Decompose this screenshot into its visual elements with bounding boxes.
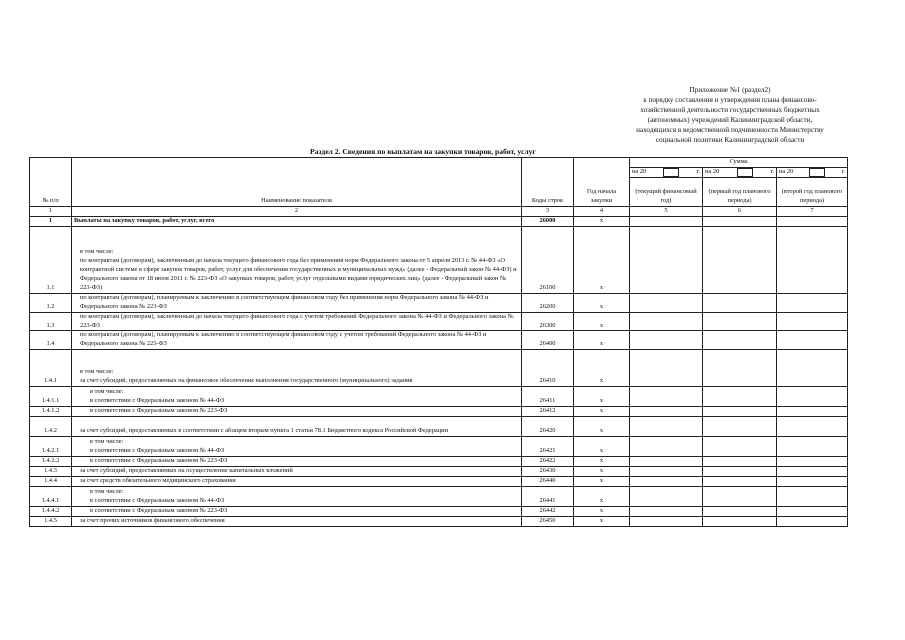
- table-row: [30, 407, 848, 417]
- colnum: 5: [630, 207, 703, 217]
- row-sum-second: [777, 486, 848, 506]
- row-sum-second: [777, 216, 848, 226]
- row-num: 1.4.1.2: [30, 407, 72, 417]
- row-name: [72, 407, 522, 417]
- row-name: [72, 226, 522, 293]
- row-name-line: в соответствии с Федеральным законом № 223-ФЗ: [90, 506, 228, 514]
- row-num: 1.4.1: [30, 350, 72, 387]
- row-code: 26410: [522, 350, 574, 387]
- row-name-line: по контрактам (договорам), заключенным до начала текущего финансового года без применения норм Федерального закона от 5 апреля 2013 г. № 44-ФЗ «О контрактной системе в сфере закупок товаров, работ, услуг для обеспечения государственных и муниципальных нужд» (далее - Федеральный закон № 44-ФЗ) и Федерального закона от 18 июля 2011 г. № 223-ФЗ «О закупках товаров, работ, услуг отдельными видами юридических лиц» (далее - Федеральный закон № 223-ФЗ): [80, 257, 517, 291]
- header-year: Год начала закупки: [574, 158, 630, 207]
- table-row: [30, 486, 848, 506]
- row-sum-first: [703, 387, 777, 407]
- row-sum-first: [703, 312, 777, 331]
- row-num: 1.4.2.2: [30, 457, 72, 467]
- row-name-line: в соответствии с Федеральным законом № 44-ФЗ: [90, 447, 225, 455]
- row-code: 26450: [522, 516, 574, 526]
- row-year: x: [574, 331, 630, 350]
- row-name-line: в соответствии с Федеральным законом № 44-ФЗ: [90, 397, 225, 405]
- row-name: [72, 417, 522, 437]
- row-sum-second: [777, 457, 848, 467]
- row-name-line: в соответствии с Федеральным законом № 44-ФЗ: [90, 496, 225, 504]
- header-name: Наименование показателя: [72, 158, 522, 207]
- row-name: [72, 476, 522, 486]
- colnum: 3: [522, 207, 574, 217]
- row-sum-second: [777, 331, 848, 350]
- row-name-line: в соответствии с Федеральным законом № 223-ФЗ: [90, 457, 228, 465]
- row-num: 1.4.5: [30, 516, 72, 526]
- row-year: x: [574, 407, 630, 417]
- colnum: 2: [72, 207, 522, 217]
- header-col6-note: (первый год планового периода): [703, 178, 777, 207]
- row-sum-current: [630, 417, 703, 437]
- row-sum-second: [777, 437, 848, 457]
- row-year: x: [574, 516, 630, 526]
- row-sum-first: [703, 486, 777, 506]
- row-num: 1: [30, 216, 72, 226]
- row-year: x: [574, 226, 630, 293]
- row-sum-first: [703, 407, 777, 417]
- appendix-line: к порядку составления и утверждения плана финансово-: [643, 95, 817, 104]
- row-sum-first: [703, 331, 777, 350]
- row-sum-second: [777, 506, 848, 516]
- table-row: [30, 226, 848, 293]
- row-code: 26300: [522, 312, 574, 331]
- row-code: 26100: [522, 226, 574, 293]
- row-year: x: [574, 350, 630, 387]
- header-col5-note: (текущий финансовый год): [630, 178, 703, 207]
- row-num: 1.4.4.2: [30, 506, 72, 516]
- row-sum-current: [630, 467, 703, 477]
- row-name: [72, 486, 522, 506]
- header-codes: Коды строк: [522, 158, 574, 207]
- table-row: [30, 216, 848, 226]
- table-row: [30, 312, 848, 331]
- row-name-line: в том числе:: [80, 248, 114, 256]
- row-name-line: за счет субсидий, предоставляемых на финансовое обеспечение выполнения государственного (муниципального) задания: [80, 377, 413, 385]
- section-title: Раздел 2. Сведения по выплатам на закупки товаров, работ, услуг: [310, 147, 536, 156]
- row-name: [72, 437, 522, 457]
- header-col6-year: на 20 г.: [703, 168, 777, 178]
- row-sum-current: [630, 516, 703, 526]
- table-row: [30, 293, 848, 312]
- row-sum-first: [703, 417, 777, 437]
- row-year: x: [574, 467, 630, 477]
- row-year: x: [574, 476, 630, 486]
- table-row: [30, 331, 848, 350]
- appendix-line: Приложение №1 (раздел2): [689, 86, 771, 94]
- row-sum-current: [630, 506, 703, 516]
- header-col5-year: на 20 г.: [630, 168, 703, 178]
- row-num: 1.4.3: [30, 467, 72, 477]
- row-sum-current: [630, 437, 703, 457]
- row-year: x: [574, 506, 630, 516]
- row-num: 1.4.1.1: [30, 387, 72, 407]
- row-name-line: в том числе:: [90, 438, 124, 446]
- row-sum-current: [630, 476, 703, 486]
- table-row: [30, 437, 848, 457]
- row-year: x: [574, 216, 630, 226]
- row-name: [72, 312, 522, 331]
- appendix-line: (автономных) учреждений Калининградской области,: [647, 115, 813, 124]
- appendix-note: [560, 86, 900, 145]
- row-num: 1.4.2.1: [30, 437, 72, 457]
- row-name-line: за счет средств обязательного медицинского страхования: [80, 476, 236, 484]
- row-sum-current: [630, 387, 703, 407]
- purchases-table: [29, 157, 848, 527]
- row-name: [72, 350, 522, 387]
- row-sum-second: [777, 467, 848, 477]
- row-code: 26440: [522, 476, 574, 486]
- header-sum: Сумма: [630, 158, 848, 168]
- table-row: [30, 467, 848, 477]
- row-name: [72, 216, 522, 226]
- row-name-line: по контрактам (договорам), планируемым к заключению в соответствующем финансовом году без применения норм Федерального закона № 44-ФЗ и Федерального закона № 223-ФЗ: [80, 293, 489, 310]
- row-name: [72, 293, 522, 312]
- row-code: 26441: [522, 486, 574, 506]
- header-col7-year: на 20 г.: [777, 168, 848, 178]
- row-sum-second: [777, 350, 848, 387]
- row-sum-first: [703, 226, 777, 293]
- row-sum-second: [777, 476, 848, 486]
- row-sum-current: [630, 407, 703, 417]
- table-row: [30, 387, 848, 407]
- row-sum-current: [630, 293, 703, 312]
- row-sum-second: [777, 516, 848, 526]
- appendix-line: хозяйственной деятельности государственных бюджетных: [640, 105, 820, 114]
- row-sum-first: [703, 506, 777, 516]
- row-num: 1.4.4.1: [30, 486, 72, 506]
- colnum: 6: [703, 207, 777, 217]
- row-code: 26430: [522, 467, 574, 477]
- row-num: 1.4.4: [30, 476, 72, 486]
- row-num: 1.4: [30, 331, 72, 350]
- row-sum-second: [777, 312, 848, 331]
- row-code: 26442: [522, 506, 574, 516]
- table-row: [30, 417, 848, 437]
- row-year: x: [574, 486, 630, 506]
- row-name: [72, 506, 522, 516]
- row-name-line: по контрактам (договорам), планируемым к заключению в соответствующем финансовом году с учетом требований Федерального закона № 44-ФЗ и Федерального закона № 223-ФЗ: [80, 331, 487, 348]
- header-num: № п/п: [30, 158, 72, 207]
- row-sum-current: [630, 350, 703, 387]
- table-row: [30, 476, 848, 486]
- row-name-line: по контрактам (договорам), заключенным до начала текущего финансового года с учетом требований Федерального закона № 44-ФЗ и Федерального закона № 223-ФЗ: [80, 312, 514, 329]
- row-code: 26412: [522, 407, 574, 417]
- row-sum-current: [630, 331, 703, 350]
- table-row: [30, 457, 848, 467]
- row-name-line: в том числе:: [80, 368, 114, 376]
- row-sum-current: [630, 312, 703, 331]
- row-sum-first: [703, 457, 777, 467]
- row-name-line: в соответствии с Федеральным законом № 223-ФЗ: [90, 407, 228, 415]
- row-name-line: за счет субсидий, предоставляемых в соответствии с абзацем вторым пункта 1 статьи 78.1 Бюджетного кодекса Российской Федерации: [80, 427, 448, 435]
- colnum: 4: [574, 207, 630, 217]
- row-code: 26411: [522, 387, 574, 407]
- row-code: 26422: [522, 457, 574, 467]
- row-num: 1.4.2: [30, 417, 72, 437]
- appendix-line: находящихся в ведомственной подчиненности Министерству: [636, 125, 824, 134]
- appendix-line: социальной политики Калининградской области: [655, 135, 805, 144]
- row-sum-first: [703, 216, 777, 226]
- row-code: 26000: [522, 216, 574, 226]
- row-code: 26421: [522, 437, 574, 457]
- row-year: x: [574, 312, 630, 331]
- row-name: [72, 387, 522, 407]
- row-sum-current: [630, 486, 703, 506]
- colnum: 1: [30, 207, 72, 217]
- row-name-line: в том числе:: [90, 388, 124, 396]
- row-name: [72, 457, 522, 467]
- table-row: [30, 350, 848, 387]
- row-year: x: [574, 417, 630, 437]
- row-num: 1.3: [30, 312, 72, 331]
- row-name: [72, 331, 522, 350]
- row-sum-first: [703, 293, 777, 312]
- row-sum-second: [777, 417, 848, 437]
- row-sum-first: [703, 467, 777, 477]
- row-sum-current: [630, 216, 703, 226]
- row-num: 1.2: [30, 293, 72, 312]
- header-col7-note: (второй год планового периода): [777, 178, 848, 207]
- row-sum-current: [630, 226, 703, 293]
- row-num: 1.1: [30, 226, 72, 293]
- row-code: 26420: [522, 417, 574, 437]
- row-sum-second: [777, 407, 848, 417]
- row-sum-second: [777, 226, 848, 293]
- row-code: 26200: [522, 293, 574, 312]
- row-name-line: в том числе:: [90, 488, 124, 496]
- colnum: 7: [777, 207, 848, 217]
- row-sum-first: [703, 437, 777, 457]
- table-row: [30, 516, 848, 526]
- row-sum-second: [777, 387, 848, 407]
- row-name: [72, 516, 522, 526]
- row-sum-first: [703, 516, 777, 526]
- row-year: x: [574, 387, 630, 407]
- row-sum-second: [777, 293, 848, 312]
- row-sum-current: [630, 457, 703, 467]
- row-name-line: за счет субсидий, предоставляемых на осуществление капитальных вложений: [80, 467, 293, 475]
- row-sum-first: [703, 476, 777, 486]
- row-year: x: [574, 437, 630, 457]
- row-name-line: Выплаты на закупку товаров, работ, услуг, всего: [74, 216, 215, 224]
- row-year: x: [574, 293, 630, 312]
- row-name: [72, 467, 522, 477]
- row-year: x: [574, 457, 630, 467]
- row-name-line: за счет прочих источников финансового обеспечения: [80, 516, 225, 524]
- row-code: 26400: [522, 331, 574, 350]
- row-sum-first: [703, 350, 777, 387]
- table-row: [30, 506, 848, 516]
